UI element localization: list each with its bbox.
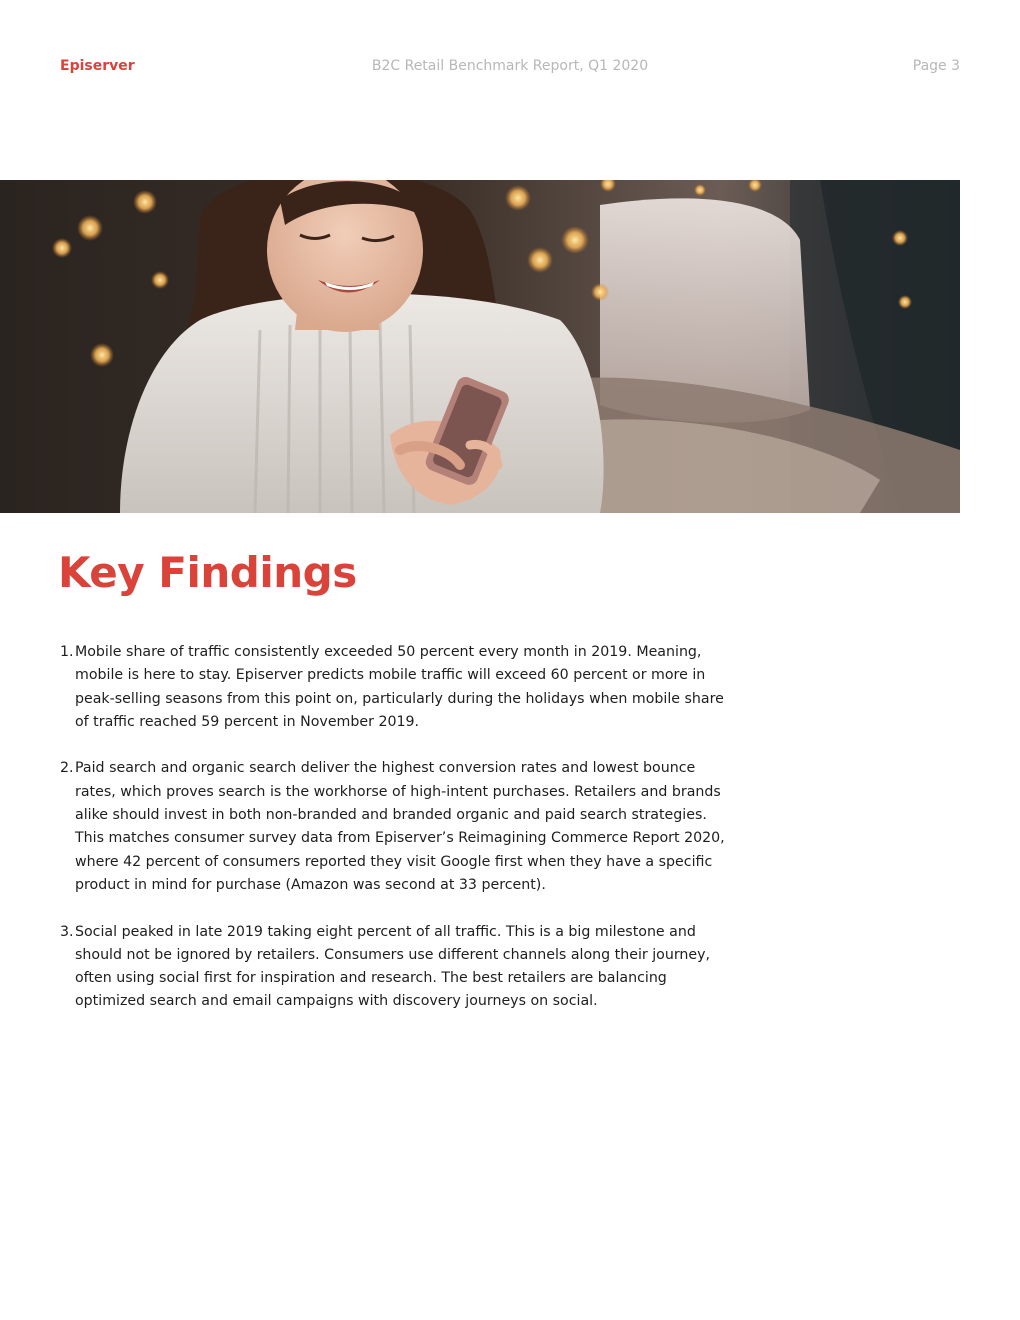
report-title: B2C Retail Benchmark Report, Q1 2020 [371,58,649,74]
page-number: Page 3 [912,58,960,74]
key-findings-list [60,641,725,1037]
hero-photo [0,180,960,513]
section-title: Key Findings [58,548,357,597]
list-item [60,921,725,1014]
finding-text: Social peaked in late 2019 taking eight percent of all traffic. This is a big milestone and should not be ignored by retailers. Consumers use different channels along their journey, often using social first for inspiration and research. The best retailers are balancing optimized search and email campaigns with discovery journeys on social. [75,923,711,1010]
finding-text: Mobile share of traffic consistently exceeded 50 percent every month in 2019. Meaning, mobile is here to stay. Episerver predicts mobile traffic will exceed 60 percent or more in peak-selling seasons from this point on, particularly during the holidays when mobile share of traffic reached 59 percent in November 2019. [75,644,724,730]
page-header [60,58,960,80]
brand-name: Episerver [60,58,135,74]
finding-number: 2. [60,760,74,777]
list-item [60,757,725,897]
woman-with-phone-illustration [0,180,960,513]
list-item [60,641,725,734]
finding-number: 3. [60,923,74,940]
finding-text: Paid search and organic search deliver the highest conversion rates and lowest bounce rates, which proves search is the workhorse of high-intent purchases. Retailers and brands alike should invest in both non-branded and branded organic and paid search strategies. This matches consumer survey data from Episerver’s Reimagining Commerce Report 2020, where 42 percent of consumers reported they visit Google first when they have a specific product in mind for purchase (Amazon was second at 33 percent). [75,760,725,893]
finding-number: 1. [60,644,74,660]
